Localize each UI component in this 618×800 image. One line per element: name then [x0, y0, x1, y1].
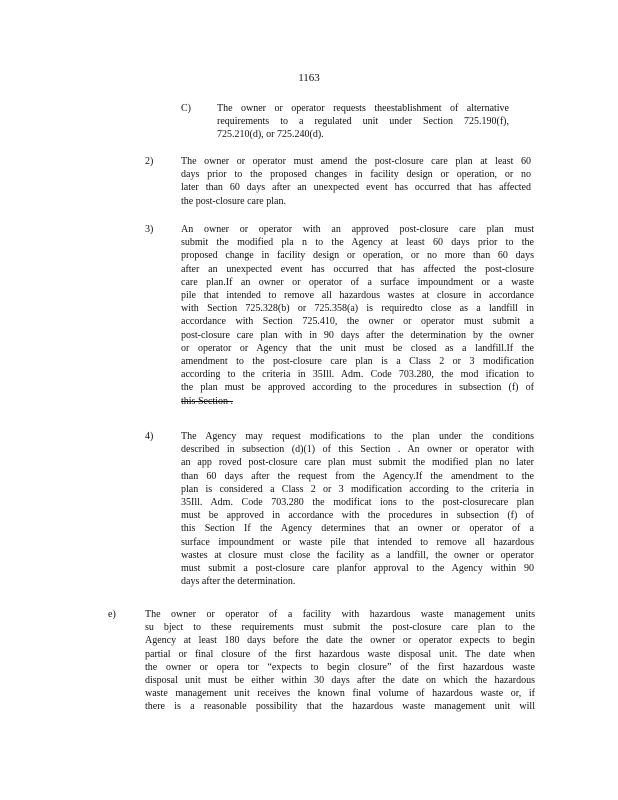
text-line: according to the criteria in 35Ill. Adm. Code 703.280, the mod ification to: [181, 369, 534, 381]
text-line: The Agency may request modifications to the plan under the conditions: [181, 431, 534, 442]
text-line: with Section 725.328(b) or 725.358(a) is requiredto close as a landfill in: [181, 303, 534, 315]
text-line: surface impoundment or waste pile that intended to remove all hazardous: [181, 536, 534, 548]
item-marker-3: 3): [145, 224, 154, 235]
text-line: The owner or operator must amend the post-closure care plan at least 60: [181, 156, 531, 167]
item-marker-c: C): [181, 103, 191, 114]
text-line: amendment to the post-closure care plan is a Class 2 or 3 modification: [181, 356, 534, 368]
item-c-text: [217, 102, 509, 142]
text-line: an app roved post-closure care plan must submit the modified plan no later: [181, 457, 534, 469]
text-line: submit the modified pla n to the Agency at least 60 days prior to the: [181, 237, 534, 249]
text-line: 725.210(d), or 725.240(d).: [217, 129, 324, 141]
page-number: 1163: [298, 72, 320, 84]
item-marker-4: 4): [145, 431, 154, 442]
text-line: 35Ill. Adm. Code 703.280 the modificat ions to the post-closurecare plan: [181, 497, 534, 509]
text-line: must be approved in accordance with the procedures in subsection (f) of: [181, 510, 534, 522]
text-line: The owner or operator of a facility with hazardous waste management units: [145, 609, 535, 620]
text-line: pile that intended to remove all hazardous wastes at closure in accordance: [181, 290, 534, 302]
text-line: later than 60 days after an unexpected event has occurred that has affected: [181, 182, 531, 194]
item-4-text: [181, 430, 534, 588]
text-line: there is a reasonable possibility that the hazardous waste management unit will: [145, 701, 535, 713]
text-line: An owner or operator with an approved post-closure care plan must: [181, 224, 534, 235]
text-line: care plan.If an owner or operator of a surface impoundment or a waste: [181, 276, 534, 288]
text-line: wastes at closure must close the facility as a landfill, the owner or operator: [181, 549, 534, 561]
text-line: accordance with Section 725.410, the owner or operator must submit a: [181, 316, 534, 328]
item-marker-2: 2): [145, 156, 154, 167]
text-line: proposed change in facility design or operation, or no more than 60 days: [181, 250, 534, 262]
text-line: plan is considered a Class 2 or 3 modification according to the criteria in: [181, 483, 534, 495]
text-line: described in subsection (d)(1) of this Section . An owner or operator with: [181, 444, 534, 456]
text-line: post-closure care plan with in 90 days after the determination by the owner: [181, 329, 534, 341]
item-e-text: [145, 608, 535, 714]
text-line: partial or final closure of the first hazardous waste disposal unit. The date when: [145, 648, 535, 660]
item-2-text: [181, 155, 531, 208]
item-3-text: [181, 223, 534, 408]
text-line: the post-closure care plan.: [181, 195, 286, 207]
text-line: days prior to the proposed changes in facility design or operation, or no: [181, 169, 531, 181]
text-line: requirements to a regulated unit under Section 725.190(f),: [217, 116, 509, 128]
text-line: days after the determination.: [181, 576, 296, 588]
text-line: the owner or opera tor “expects to begin closure” of the first hazardous waste: [145, 661, 535, 673]
text-line: su bject to these requirements must submit the post-closure care plan to the: [145, 622, 535, 634]
text-line: after an unexpected event has occurred that has affected the post-closure: [181, 263, 534, 275]
text-line: or operator or Agency that the unit must be closed as a landfill.If the: [181, 342, 534, 354]
item-marker-e: e): [108, 609, 116, 620]
text-line: Agency at least 180 days before the date the owner or operator expects to begin: [145, 635, 535, 647]
text-line: the plan must be approved according to the procedures in subsection (f) of: [181, 382, 534, 394]
text-line: disposal unit must be either within 30 days after the date on which the hazardous: [145, 675, 535, 687]
text-line: than 60 days after the request from the Agency.If the amendment to the: [181, 470, 534, 482]
struck-text-line: this Section .: [181, 395, 233, 407]
text-line: this Section If the Agency determines that an owner or operator of a: [181, 523, 534, 535]
text-line: The owner or operator requests theestablishment of alternative: [217, 103, 509, 114]
text-line: waste management unit receives the known final volume of hazardous waste or, if: [145, 688, 535, 700]
text-line: must submit a post-closure care planfor approval to the Agency within 90: [181, 563, 534, 575]
